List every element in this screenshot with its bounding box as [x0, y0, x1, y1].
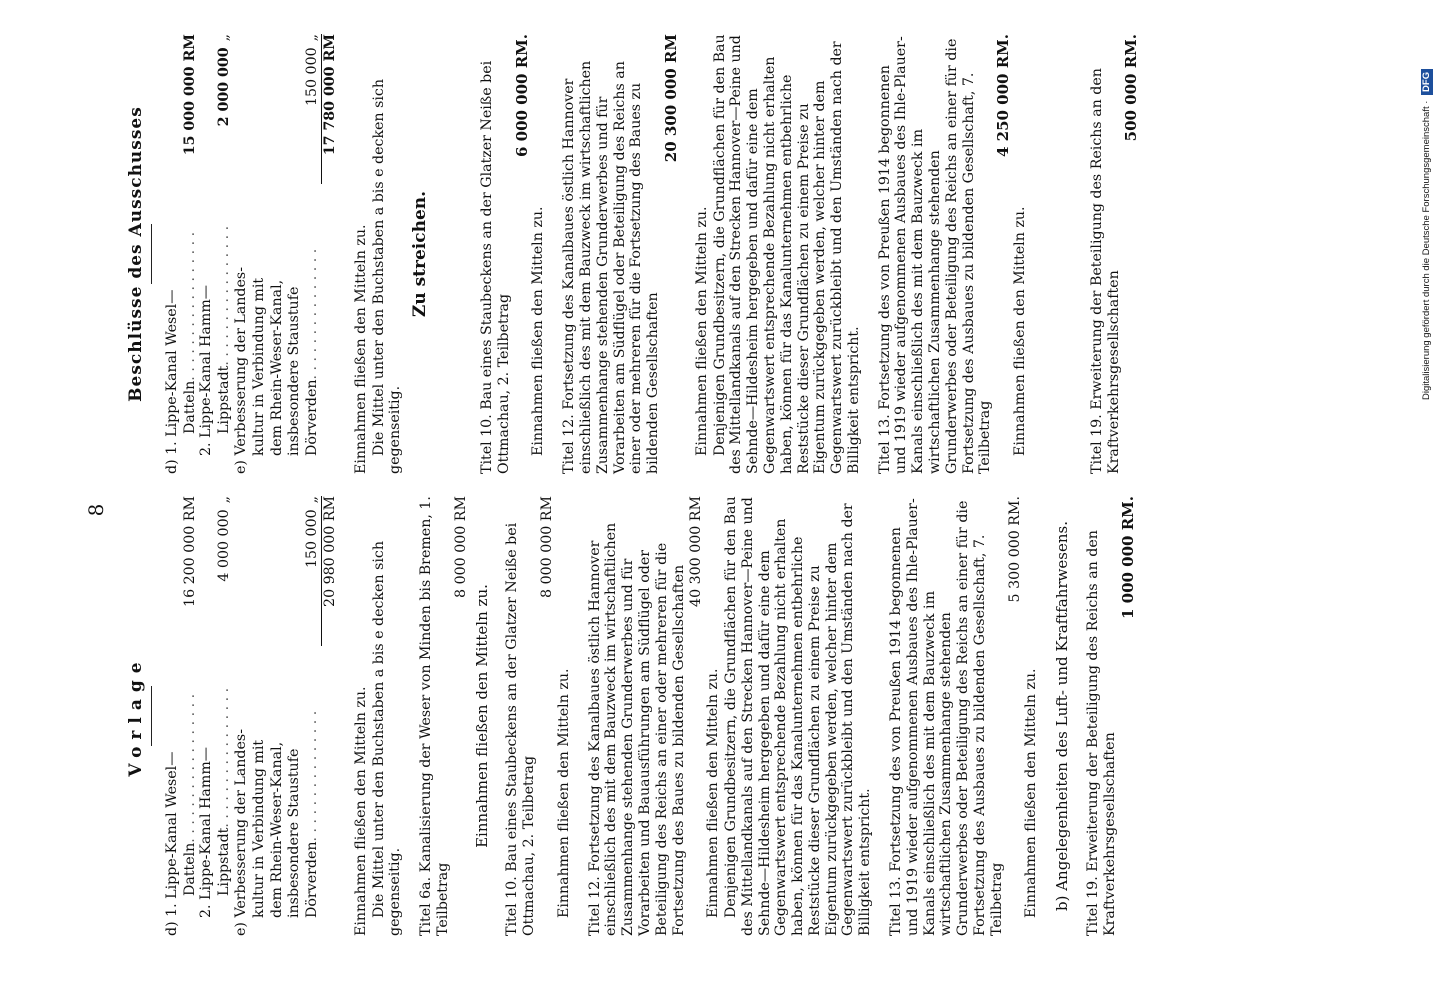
- item-e-amount-row: Dörverden . . . . . . . . . . . . . . . 150 000 „: [304, 496, 321, 918]
- amount: 4 000 000: [216, 509, 233, 582]
- land-return-note: Denjenigen Grundbesitzern, die Grundflächen für den Bau des Mittellandkanals auf den Strecken Hannover—Peine und Sehnde—Hildesheim hergegeben und dafür eine dem Gegenwartswert entsprechende Bezahlung nicht erhalten haben, können für das Kanalunternehmen entbehrliche Reststücke dieser Grundflächen zu einem Preise zu Eigentum zurückgegeben werden, welcher hinter dem Gegenwartswert zurückbleibt und den Umständen nach der Billigkeit entspricht.: [711, 34, 862, 474]
- dfg-logo: DFG: [1421, 69, 1433, 95]
- titel-10-amount: 6 000 000 RM.: [512, 34, 531, 158]
- amount: 150 000: [304, 509, 321, 569]
- revenue-note: Einnahmen fließen den Mitteln zu.: [352, 686, 369, 936]
- heading-rule: [151, 686, 152, 746]
- titel-19: Titel 19. Erweiterung der Beteiligung des Reichs an den Kraftverkehrsgesellschaften: [1085, 530, 1118, 936]
- item-e-amount-row: Dörverden . . . . . . . . . . . . . . . 150 000 „: [304, 34, 321, 456]
- amount: 150 000: [304, 47, 321, 107]
- item-d2: 2. Lippe-Kanal Hamm—: [198, 747, 215, 918]
- strike-note: Zu streichen.: [410, 190, 431, 318]
- amount: 2 000 000: [216, 47, 233, 127]
- titel-10: Titel 10. Bau eines Staubeckens an der Glatzer Neiße bei Ottmachau, 2. Teilbetrag: [504, 522, 538, 936]
- heading-rule: [151, 224, 152, 284]
- revenue-note: Einnahmen fließen den Mitteln zu.: [693, 206, 710, 456]
- revenue-note: Einnahmen fließen den Mitteln zu.: [705, 668, 722, 918]
- titel-13-amount: 4 250 000 RM.: [994, 34, 1013, 158]
- titel-13: Titel 13. Fortsetzung des von Preußen 1914 begonnenen und 1919 wieder aufgenommenen Ausbaues des Ihle-Plauer-Kanals einschließlich des mit dem Bauzweck im wirtschaftlichen Zusammenhange stehenden Grunderwerbes oder Beteiligung des Reichs an einer für die Fortsetzung des Ausbaues zu bildenden Gesellschaft, 7. Teilbetrag: [888, 498, 1005, 936]
- item-d1: d) 1. Lippe-Kanal Wesel—: [163, 751, 180, 936]
- credit-text: Digitalisierung gefördert durch die Deutsche Forschungsgemeinschaft ·: [1421, 100, 1432, 400]
- column-heading: Vorlage: [126, 655, 146, 777]
- total-amount: 20 980 000 RM: [321, 496, 339, 646]
- item-e: e) Verbesserung der Landes-: [232, 267, 249, 474]
- mutual-cover-note: Die Mittel unter den Buchstaben a bis e decken sich gegenseitig.: [370, 541, 404, 936]
- revenue-note: Einnahmen fließen den Mitteln zu.: [1012, 206, 1029, 456]
- titel-13-amount: 5 300 000 RM.: [1006, 496, 1023, 603]
- revenue-note: Einnahmen fließen den Mitteln zu.: [1023, 668, 1040, 918]
- revenue-note: Einnahmen fließen den Mitteln zu.: [352, 224, 369, 474]
- titel-12: Titel 12. Fortsetzung des Kanalbaues östlich Hannover einschließlich des mit dem Bauzweck im wirtschaftlichen Zusammenhange stehenden Grunderwerbes und für Vorarbeiten und Bauausführungen am Südflügel oder Beteiligung des Reichs an einer oder mehreren für die Fortsetzung des Baues zu bildenden Gesellschaften: [586, 522, 687, 936]
- titel-10: Titel 10. Bau eines Staubeckens an der Glatzer Neiße bei Ottmachau, 2. Teilbetrag: [478, 60, 512, 474]
- mutual-cover-note: Die Mittel unter den Buchstaben a bis e decken sich gegenseitig.: [370, 79, 404, 474]
- item-d2-amount-row: Lippstadt . . . . . . . . . . . . . . . . 4 000 000 „: [216, 496, 233, 896]
- titel-12-amount: 20 300 000 RM: [661, 34, 680, 163]
- digitization-credit: [1418, 0, 1434, 1000]
- total-amount: 17 780 000 RM: [321, 34, 339, 184]
- item-e: e) Verbesserung der Landes-: [232, 729, 249, 936]
- titel-12-amount: 40 300 000 RM: [688, 496, 705, 607]
- land-return-note: Denjenigen Grundbesitzern, die Grundflächen für den Bau des Mittellandkanals auf den Strecken Hannover—Peine und Sehnde—Hildesheim hergegeben und dafür eine dem Gegenwartswert entsprechende Bezahlung nicht erhalten haben, können für das Kanalunternehmen entbehrliche Reststücke dieser Grundflächen zu einem Preise zu Eigentum zurückgegeben werden, welcher hinter dem Gegenwartswert zurückbleibt und den Umständen nach der Billigkeit entspricht.: [722, 496, 874, 936]
- revenue-note: Einnahmen fließen den Mitteln zu.: [530, 206, 547, 456]
- page-number: 8: [84, 503, 108, 517]
- column-vorlage: Vorlage d) 1. Lippe-Kanal Wesel— Datteln . . . . . . . . . . . . . . . . . 16 200 000 RM 2. Lippe-Kanal Hamm— Lippstadt . . . . . . . . . . . . . . . . 4 000 000 „ e) Verbesserung der Landes- kultur in Verbindung mit dem Rhein-Weser-Kanal, insbesondere Staustufe Dörverden . . . . . . . . . . . . . . . 150 000 „ 20 980 000 RM Einnahmen fließen den Mitteln zu. Die Mittel unter den Buchstaben a bis e decken sich gegenseitig. Titel 6a. Kanalisierung der Weser von Minden bis Bremen, 1. Teilbetrag 8 000 000 RM Einnahmen fließen den Mitteln zu. Titel 10. Bau eines Staubeckens an der Glatzer Neiße bei Ottmachau, 2. Teilbetrag 8 000 000 RM Einnahmen fließen den Mitteln zu. Titel 12. Fortsetzung des Kanalbaues östlich Hannover einschließlich des mit dem Bauzweck im wirtschaftlichen Zusammenhange stehenden Grunderwerbes und für Vorarbeiten und Bauausführungen am Südflügel oder Beteiligung des Reichs an einer oder mehreren für die Fortsetzung des Baues zu bildenden Gesellschaften 40 300 000 RM Einnahmen fließen den Mitteln zu. Denjenigen Grundbesitzern, die Grundflächen für den Bau des Mittellandkanals auf den Strecken Hannover—Peine und Sehnde—Hildesheim hergegeben und dafür eine dem Gegenwartswert entsprechende Bezahlung nicht erhalten haben, können für das Kanalunternehmen entbehrliche Reststücke dieser Grundflächen zu einem Preise zu Eigentum zurückgegeben werden, welcher hinter dem Gegenwartswert zurückbleibt und den Umständen nach der Billigkeit entspricht. Titel 13. Fortsetzung des von Preußen 1914 begonnenen und 1919 wieder aufgenommenen Ausbaues des Ihle-Plauer-Kanals einschließlich des mit dem Bauzweck im wirtschaftlichen Zusammenhange stehenden Grunderwerbes oder Beteiligung des Reichs an einer für die Fortsetzung des Ausbaues zu bildenden Gesellschaft, 7. Teilbetrag 5 300 000 RM. Einnahmen fließen den Mitteln zu. b) Angelegenheiten des Luft- und Kraftfahrwesens. Titel 19. Erweiterung der Beteiligung des Reichs an den Kraftverkehrsgesellschaften 1 000 000 RM.: [126, 496, 1137, 936]
- amount: 16 200 000 RM: [181, 496, 198, 607]
- amount: 15 000 000 RM: [181, 34, 198, 156]
- titel-12: Titel 12. Fortsetzung des Kanalbaues östlich Hannover einschließlich des mit dem Bauzweck im wirtschaftlichen Zusammenhange stehenden Grunderwerbes und für Vorarbeiten am Südflügel oder Beteiligung des Reichs an einer oder mehreren für die Fortsetzung des Baues zu bildenden Gesellschaften: [561, 60, 662, 474]
- column-beschluesse: Beschlüsse des Ausschusses d) 1. Lippe-Kanal Wesel— Datteln . . . . . . . . . . . . . . . . . 15 000 000 RM 2. Lippe-Kanal Hamm— Lippstadt . . . . . . . . . . . . . . . . 2 000 000 „ e) Verbesserung der Landes- kultur in Verbindung mit dem Rhein-Weser-Kanal, insbesondere Staustufe Dörverden . . . . . . . . . . . . . . . 150 000 „ 17 780 000 RM Einnahmen fließen den Mitteln zu. Die Mittel unter den Buchstaben a bis e decken sich gegenseitig. Zu streichen. Titel 10. Bau eines Staubeckens an der Glatzer Neiße bei Ottmachau, 2. Teilbetrag 6 000 000 RM. Einnahmen fließen den Mitteln zu. Titel 12. Fortsetzung des Kanalbaues östlich Hannover einschließlich des mit dem Bauzweck im wirtschaftlichen Zusammenhange stehenden Grunderwerbes und für Vorarbeiten am Südflügel oder Beteiligung des Reichs an einer oder mehreren für die Fortsetzung des Baues zu bildenden Gesellschaften 20 300 000 RM Einnahmen fließen den Mitteln zu. Denjenigen Grundbesitzern, die Grundflächen für den Bau des Mittellandkanals auf den Strecken Hannover—Peine und Sehnde—Hildesheim hergegeben und dafür eine dem Gegenwartswert entsprechende Bezahlung nicht erhalten haben, können für das Kanalunternehmen entbehrliche Reststücke dieser Grundflächen zu einem Preise zu Eigentum zurückgegeben werden, welcher hinter dem Gegenwartswert zurückbleibt und den Umständen nach der Billigkeit entspricht. Titel 13. Fortsetzung des von Preußen 1914 begonnenen und 1919 wieder aufgenommenen Ausbaues des Ihle-Plauer-Kanals einschließlich des mit dem Bauzweck im wirtschaftlichen Zusammenhange stehenden Grunderwerbes oder Beteiligung des Reichs an einer für die Fortsetzung des Ausbaues zu bildenden Gesellschaft, 7. Teilbetrag 4 250 000 RM. Einnahmen fließen den Mitteln zu. Titel 19. Erweiterung der Beteiligung des Reichs an den Kraftverkehrsgesellschaften 500 000 RM.: [126, 34, 1141, 474]
- item-d1: d) 1. Lippe-Kanal Wesel—: [163, 289, 180, 474]
- column-heading: Beschlüsse des Ausschusses: [126, 106, 146, 402]
- titel-6a: Titel 6a. Kanalisierung der Weser von Minden bis Bremen, 1. Teilbetrag: [418, 496, 451, 936]
- titel-19: Titel 19. Erweiterung der Beteiligung des Reichs an den Kraftverkehrsgesellschaften: [1088, 68, 1122, 474]
- revenue-note: Einnahmen fließen den Mitteln zu.: [472, 584, 491, 848]
- item-d2: 2. Lippe-Kanal Hamm—: [198, 285, 215, 456]
- item-d1-amount-row: Datteln . . . . . . . . . . . . . . . . . 15 000 000 RM: [181, 34, 198, 434]
- section-b-heading: b) Angelegenheiten des Luft- und Kraftfahrwesens.: [1053, 521, 1072, 911]
- revenue-note: Einnahmen fließen den Mitteln zu.: [555, 668, 572, 918]
- titel-6a-amount: 8 000 000 RM: [452, 496, 469, 598]
- titel-19-amount: 500 000 RM.: [1122, 34, 1141, 142]
- item-d2-amount-row: Lippstadt . . . . . . . . . . . . . . . . 2 000 000 „: [216, 34, 233, 434]
- item-d1-amount-row: Datteln . . . . . . . . . . . . . . . . . 16 200 000 RM: [181, 496, 198, 896]
- titel-10-amount: 8 000 000 RM: [538, 496, 555, 598]
- titel-13: Titel 13. Fortsetzung des von Preußen 1914 begonnenen und 1919 wieder aufgenommenen Ausbaues des Ihle-Plauer-Kanals einschließlich des mit dem Bauzweck im wirtschaftlichen Zusammenhange stehenden Grunderwerbes oder Beteiligung des Reichs an einer für die Fortsetzung des Ausbaues zu bildenden Gesellschaft, 7. Teilbetrag: [876, 36, 994, 474]
- titel-19-amount: 1 000 000 RM.: [1118, 496, 1137, 620]
